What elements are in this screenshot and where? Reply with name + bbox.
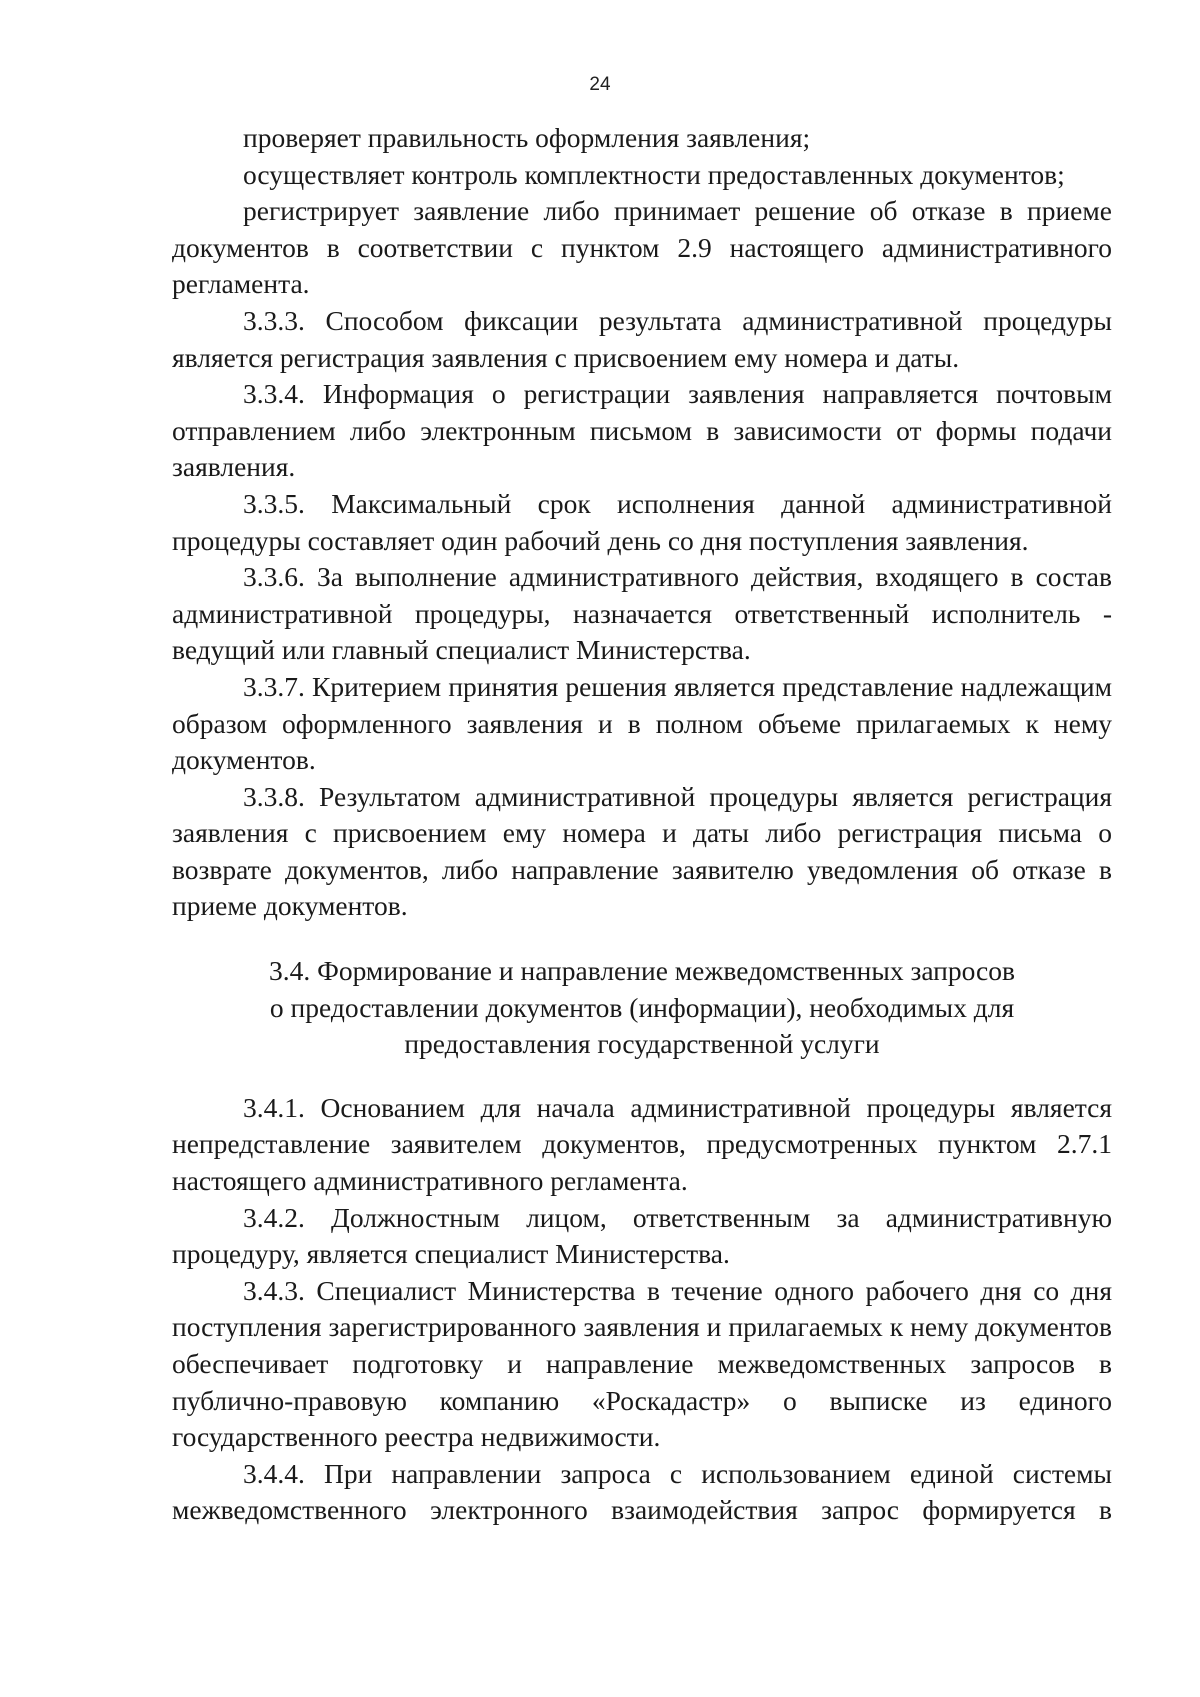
paragraph: 3.4.1. Основанием для начала административной процедуры является непредставление заявителем документов, предусмотренных пунктом 2.7.1 настоящего административного регламента. [172, 1091, 1112, 1197]
section-heading [172, 925, 1112, 1090]
paragraph: 3.3.7. Критерием принятия решения является представление надлежащим образом оформленного заявления и в полном объеме прилагаемых к нему документов. [172, 670, 1112, 776]
section-heading-line: предоставления государственной услуги [404, 1028, 880, 1060]
paragraph: осуществляет контроль комплектности предоставленных документов; [243, 158, 1065, 190]
paragraph: 3.3.4. Информация о регистрации заявления направляется почтовым отправлением либо электронным письмом в зависимости от формы подачи заявления. [172, 378, 1112, 483]
paragraph: 3.4.2. Должностным лицом, ответственным за административную процедуру, является специалист Министерства. [172, 1201, 1112, 1270]
paragraph: 3.4.3. Специалист Министерства в течение одного рабочего дня со дня поступления зарегистрированного заявления и прилагаемых к нему документов обеспечивает подготовку и направление межведомственных запросов в публично-правовую компанию «Роскадастр» о выписке из единого государственного реестра недвижимости. [172, 1274, 1112, 1453]
paragraph: 3.3.8. Результатом административной процедуры является регистрация заявления с присвоением ему номера и даты либо регистрация письма о возврате документов, либо направление заявителю уведомления об отказе в приеме документов. [172, 780, 1112, 922]
paragraph: 3.3.3. Способом фиксации результата административной процедуры является регистрация заявления с присвоением ему номера и даты. [172, 304, 1112, 373]
paragraph: 3.3.5. Максимальный срок исполнения данной административной процедуры составляет один рабочий день со дня поступления заявления. [172, 487, 1112, 556]
document-body [172, 120, 1112, 1529]
paragraph: 3.4.4. При направлении запроса с использованием единой системы межведомственного электронного взаимодействия запрос формируется в [172, 1457, 1112, 1526]
page-number: 24 [589, 74, 611, 95]
paragraph: 3.3.6. За выполнение административного действия, входящего в состав административной процедуры, назначается ответственный исполнитель - ведущий или главный специалист Министерства. [172, 561, 1112, 666]
section-heading-line: 3.4. Формирование и направление межведомственных запросов [268, 955, 1016, 987]
paragraph: проверяет правильность оформления заявления; [243, 122, 811, 153]
paragraph: регистрирует заявление либо принимает решение об отказе в приеме документов в соответствии с пунктом 2.9 настоящего административного регламента. [172, 195, 1112, 300]
section-heading-line: о предоставлении документов (информации), необходимых для [269, 991, 1015, 1023]
